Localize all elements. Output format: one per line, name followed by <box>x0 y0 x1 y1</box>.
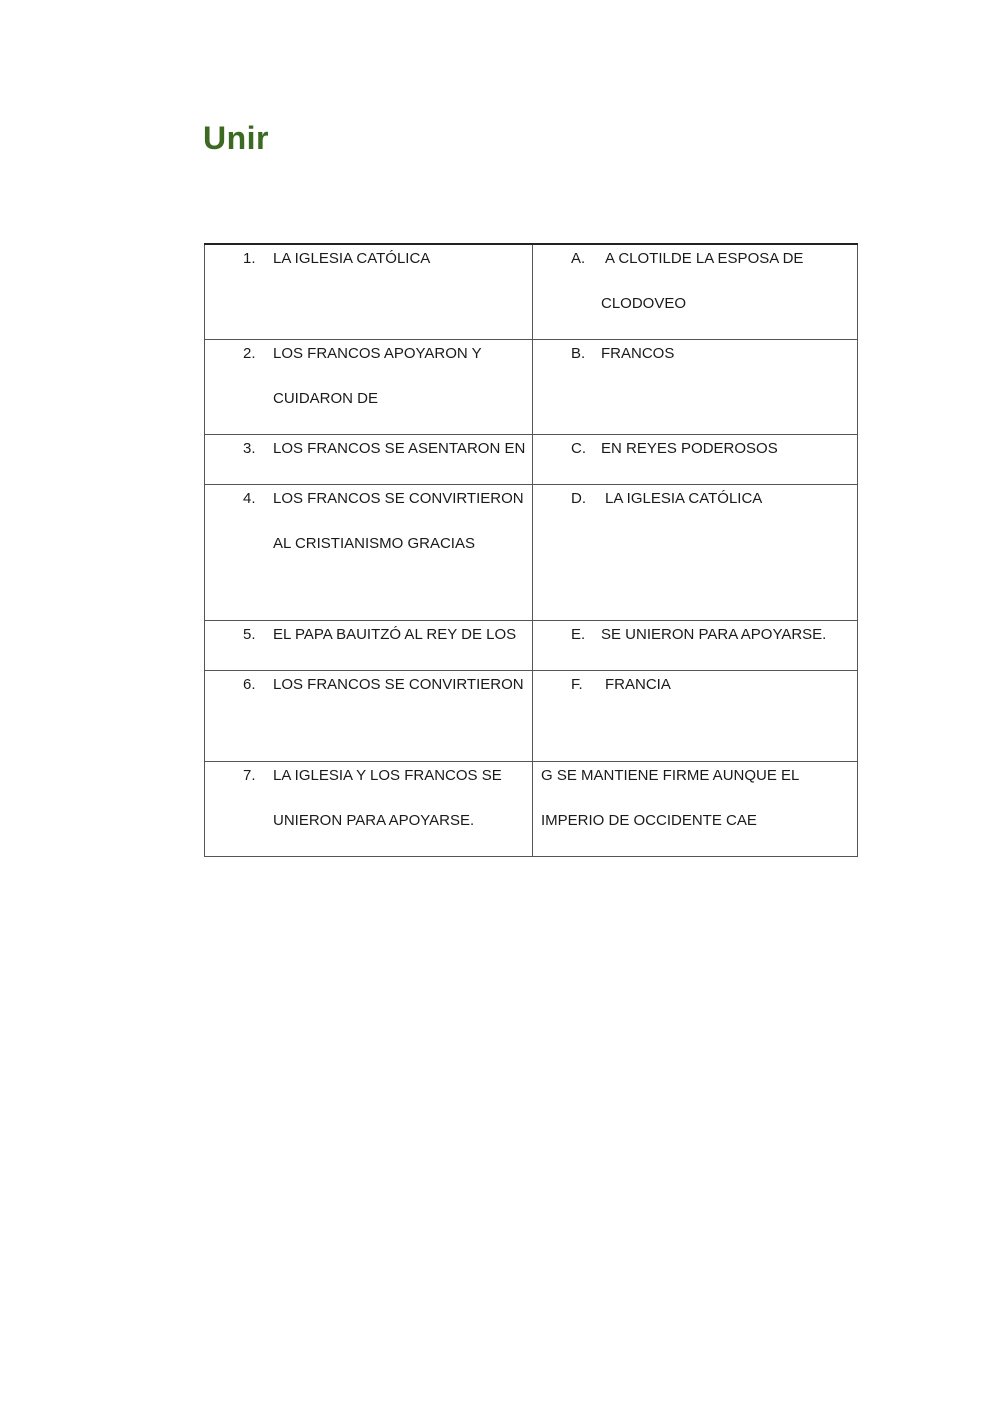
item-text: LOS FRANCOS SE CONVIRTIERON <box>273 490 524 507</box>
matching-table <box>204 243 858 857</box>
left-cell <box>205 244 533 340</box>
option-letter: E. <box>571 626 586 643</box>
left-cell <box>205 762 533 857</box>
item-number: 4. <box>243 490 256 507</box>
option-letter: F. <box>571 676 583 693</box>
item-text: UNIERON PARA APOYARSE. <box>273 812 475 829</box>
item-text: EL PAPA BAUITZÓ AL REY DE LOS <box>273 626 517 643</box>
item-text: AL CRISTIANISMO GRACIAS <box>273 535 475 552</box>
item-number: 2. <box>243 345 256 362</box>
option-text: EN REYES PODEROSOS <box>601 440 778 457</box>
option-text: LA IGLESIA CATÓLICA <box>605 490 763 507</box>
option-text: FRANCIA <box>605 676 671 693</box>
table-row <box>205 621 858 671</box>
table-row <box>205 671 858 762</box>
table-row <box>205 485 858 621</box>
item-number: 7. <box>243 767 256 784</box>
left-cell <box>205 485 533 621</box>
item-text: LA IGLESIA CATÓLICA <box>273 250 431 267</box>
item-number: 1. <box>243 250 256 267</box>
right-cell <box>533 244 858 340</box>
left-cell <box>205 621 533 671</box>
right-cell <box>533 671 858 762</box>
table-row <box>205 762 858 857</box>
table-row <box>205 435 858 485</box>
right-cell <box>533 621 858 671</box>
item-text: LOS FRANCOS SE ASENTARON EN <box>273 440 526 457</box>
page-title: Unir <box>203 120 269 156</box>
right-cell <box>533 435 858 485</box>
option-letter: D. <box>571 490 586 507</box>
left-cell <box>205 340 533 435</box>
right-cell <box>533 485 858 621</box>
option-letter: A. <box>571 250 586 267</box>
option-text: A CLOTILDE LA ESPOSA DE <box>605 250 804 267</box>
option-text: IMPERIO DE OCCIDENTE CAE <box>541 812 757 829</box>
table-row <box>205 244 858 340</box>
item-text: CUIDARON DE <box>273 390 379 407</box>
item-text: LOS FRANCOS SE CONVIRTIERON <box>273 676 524 693</box>
left-cell <box>205 671 533 762</box>
left-cell <box>205 435 533 485</box>
option-text: SE UNIERON PARA APOYARSE. <box>601 626 827 643</box>
right-cell <box>533 762 858 857</box>
option-text: G SE MANTIENE FIRME AUNQUE EL <box>541 767 800 784</box>
option-letter: B. <box>571 345 586 362</box>
item-text: LOS FRANCOS APOYARON Y <box>273 345 482 362</box>
table-row <box>205 340 858 435</box>
option-letter: C. <box>571 440 586 457</box>
option-text: FRANCOS <box>601 345 675 362</box>
option-text: CLODOVEO <box>601 295 687 312</box>
item-text: LA IGLESIA Y LOS FRANCOS SE <box>273 767 502 784</box>
right-cell <box>533 340 858 435</box>
item-number: 5. <box>243 626 256 643</box>
item-number: 3. <box>243 440 256 457</box>
item-number: 6. <box>243 676 256 693</box>
